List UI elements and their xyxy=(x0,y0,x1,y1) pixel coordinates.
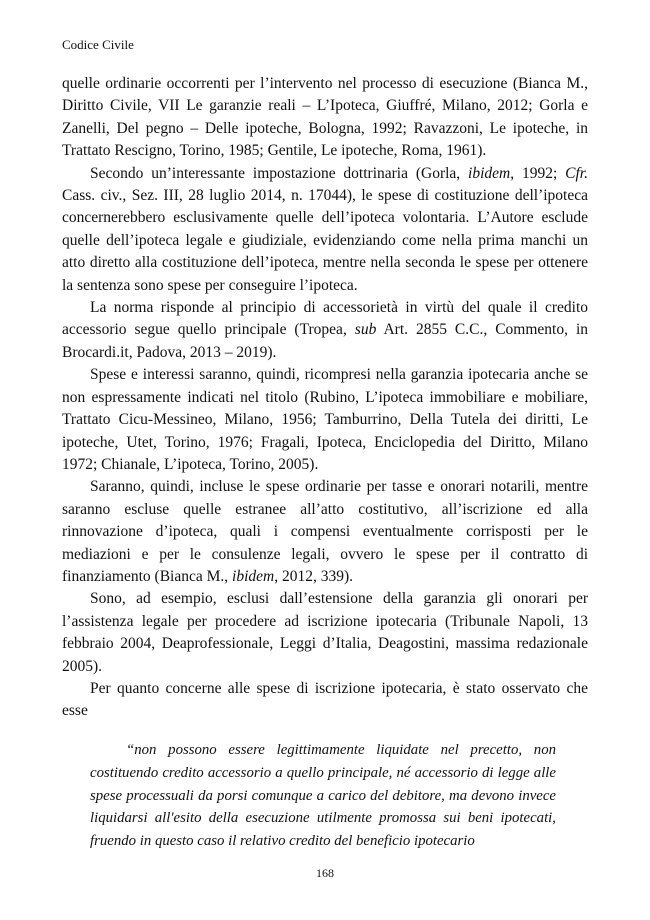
page-number: 168 xyxy=(316,866,334,880)
body-text xyxy=(62,73,588,723)
paragraph-2-text-before: Secondo un’interessante impostazione dottrinaria (Gorla, xyxy=(90,164,469,182)
paragraph-4-text: Spese e interessi saranno, quindi, ricompresi nella garanzia ipotecaria anche se non espressamente indicati nel titolo (Rubino, L’ipoteca immobiliare e mobiliare, Trattato Cicu-Messineo, Milano, 1956; Tamburrino, Della Tutela dei diritti, Le ipoteche, Utet, Torino, 1976; Fragali, Ipoteca, Enciclopedia del Diritto, Milano 1972; Chianale, L’ipoteca, Torino, 2005). xyxy=(62,366,588,473)
paragraph-2-italic-cfr: Cfr. xyxy=(565,164,588,182)
paragraph-2-text-after: Cass. civ., Sez. III, 28 luglio 2014, n. 17044), le spese di costituzione dell’ipoteca concernerebbero esclusivamente quelle dell’ipoteca volontaria. L’Autore esclude quelle dell’ipoteca legale e giudiziale, evidenziando come nella prima manchi un atto diretto alla costituzione dell’ipoteca, mentre nella seconda le spese per ottenere la sentenza sono spese per conseguire l’ipoteca. xyxy=(62,187,588,294)
paragraph-5-text-after: , 2012, 339). xyxy=(274,567,353,585)
paragraph-1 xyxy=(62,73,588,163)
paragraph-3-text-before: La norma risponde al principio di accessorietà in virtù del quale il credito accessorio segue quello principale (Tropea, xyxy=(62,299,588,339)
paragraph-5-italic-ibidem: ibidem xyxy=(232,567,275,585)
paragraph-2 xyxy=(62,163,588,297)
paragraph-2-text-middle: , 1992; xyxy=(510,164,566,182)
paragraph-7-text: Per quanto concerne alle spese di iscrizione ipotecaria, è stato osservato che esse xyxy=(62,679,588,720)
running-header: Codice Civile xyxy=(62,37,134,52)
block-quote-text: “non possono essere legittimamente liquidate nel precetto, non costituendo credito accessorio a quello principale, né accessorio di legge alle spese processuali da porsi comunque a carico del debitore, ma devono invece liquidarsi all'esito della esecuzione utilmente promossa sui beni ipotecati, fruendo in questo caso il relativo credito del beneficio ipotecario xyxy=(90,742,556,850)
paragraph-5 xyxy=(62,476,588,588)
paragraph-7 xyxy=(62,678,588,723)
paragraph-1-text: quelle ordinarie occorrenti per l’intervento nel processo di esecuzione (Bianca M., Diritto Civile, VII Le garanzie reali – L’Ipoteca, Giuffré, Milano, 2012; Gorla e Zanelli, Del pegno – Delle ipoteche, Bologna, 1992; Ravazzoni, Le ipoteche, in Trattato Rescigno, Torino, 1985; Gentile, Le ipoteche, Roma, 1961). xyxy=(62,75,588,160)
paragraph-3 xyxy=(62,297,588,364)
paragraph-3-text-after: Art. 2855 C.C., Commento, in Brocardi.it, Padova, 2013 – 2019). xyxy=(62,321,588,361)
paragraph-4 xyxy=(62,364,588,476)
paragraph-5-text-before: Saranno, quindi, incluse le spese ordinarie per tasse e onorari notarili, mentre saranno escluse quelle estranee all’atto costitutivo, all’iscrizione ed alla rinnovazione d’ipoteca, quali i compensi eventualmente corrisposti per le mediazioni e per le consulenze legali, ovvero le spese per il contratto di finanziamento (Bianca M., xyxy=(62,478,588,585)
paragraph-3-italic-sub: sub xyxy=(354,321,377,339)
paragraph-6 xyxy=(62,588,588,678)
block-quote xyxy=(90,739,556,853)
paragraph-6-text: Sono, ad esempio, esclusi dall’estensione della garanzia gli onorari per l’assistenza legale per procedere ad iscrizione ipotecaria (Tribunale Napoli, 13 febbraio 2004, Deaprofessionale, Leggi d’Italia, Deagostini, massima redazionale 2005). xyxy=(62,590,588,675)
paragraph-2-italic-ibidem: ibidem xyxy=(468,164,511,182)
